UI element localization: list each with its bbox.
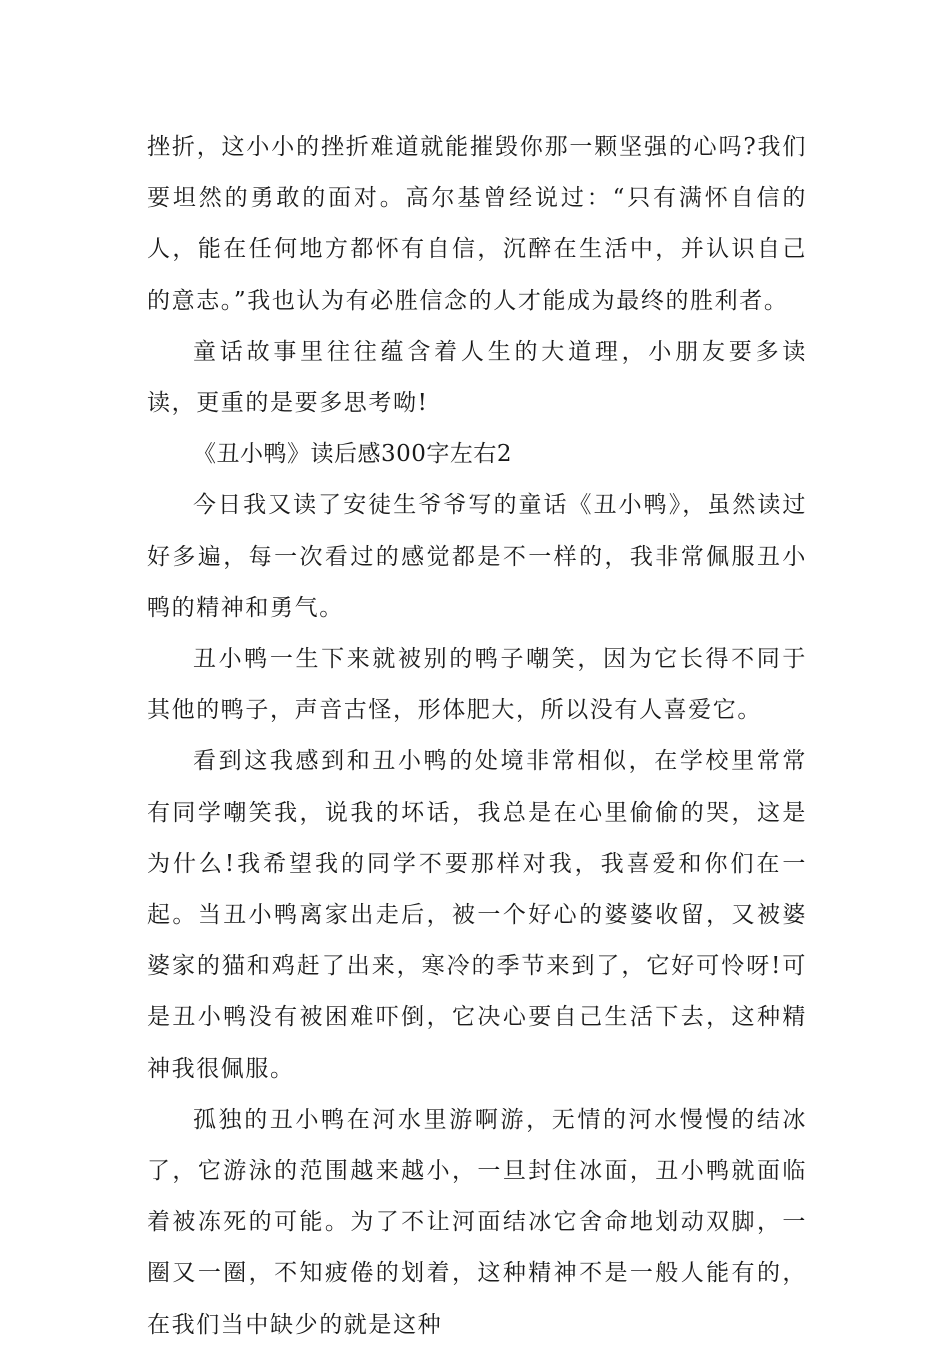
paragraph-7: 孤独的丑小鸭在河水里游啊游，无情的河水慢慢的结冰了，它游泳的范围越来越小，一旦封住冰面，丑小鸭就面临着被冻死的可能。为了不让河面结冰它舍命地划动双脚，一圈又一圈，不知疲倦的划着，这种精神不是一般人能有的，在我们当中缺少的就是这种: [147, 1106, 807, 1338]
paragraph-1: 挫折，这小小的挫折难道就能摧毁你那一颗坚强的心吗?我们要坦然的勇敢的面对。高尔基曾经说过：“只有满怀自信的人，能在任何地方都怀有自信，沉醉在生活中，并认识自己的意志。”我也认为有必胜信念的人才能成为最终的胜利者。: [147, 134, 807, 314]
section-title: 《丑小鸭》读后感300字左右2: [193, 441, 513, 468]
paragraph-2: 童话故事里往往蕴含着人生的大道理，小朋友要多读读，更重的是要多思考呦!: [147, 338, 807, 417]
paragraph-5: 丑小鸭一生下来就被别的鸭子嘲笑，因为它长得不同于其他的鸭子，声音古怪，形体肥大，所以没有人喜爱它。: [147, 646, 807, 724]
paragraph-4: 今日我又读了安徒生爷爷写的童话《丑小鸭》，虽然读过好多遍，每一次看过的感觉都是不一样的，我非常佩服丑小鸭的精神和勇气。: [147, 492, 807, 621]
document-body: [147, 122, 807, 1351]
paragraph-6: 看到这我感到和丑小鸭的处境非常相似，在学校里常常有同学嘲笑我，说我的坏话，我总是在心里偷偷的哭，这是为什么!我希望我的同学不要那样对我，我喜爱和你们在一起。当丑小鸭离家出走后，被一个好心的婆婆收留，又被婆婆家的猫和鸡赶了出来，寒冷的季节来到了，它好可怜呀!可是丑小鸭没有被困难吓倒，它决心要自己生活下去，这种精神我很佩服。: [147, 748, 807, 1082]
